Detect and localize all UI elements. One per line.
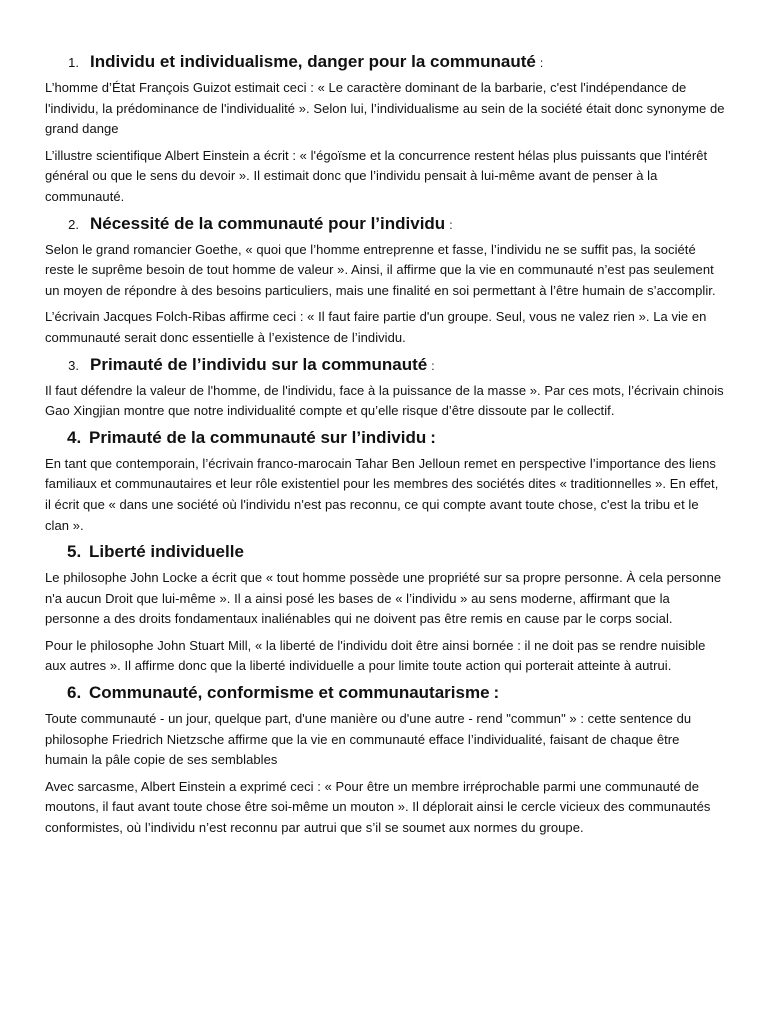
section-colon: : bbox=[449, 217, 453, 232]
section-title: Liberté individuelle bbox=[89, 542, 244, 562]
paragraph: L’homme d’État François Guizot estimait ceci : « Le caractère dominant de la barbarie, c'est l'indépendance de l'individu, la prédominance de l'individualité ». Selon lui, l’individualisme au sein de la société était donc synonyme de grand dange bbox=[45, 80, 725, 137]
paragraph: Selon le grand romancier Goethe, « quoi que l’homme entreprenne et fasse, l’individu ne se suffit pas, la société reste le suprême besoin de tout homme de valeur ». Ainsi, il affirme que la vie en communauté n’est pas seulement un moyen de répondre à des besoins particuliers, mais une finalité en soi permettant à l’être humain de s’accomplir. bbox=[45, 241, 716, 298]
section-heading-2 bbox=[45, 214, 725, 234]
paragraph: L’écrivain Jacques Folch-Ribas affirme ceci : « Il faut faire partie d'un groupe. Seul, vous ne valez rien ». La vie en communauté serait donc essentielle à l’existence de l’individu. bbox=[45, 309, 707, 345]
section-heading-6 bbox=[45, 683, 725, 703]
paragraph: Le philosophe John Locke a écrit que « tout homme possède une propriété sur sa propre personne. À cela personne n'a aucun Droit que lui-même ». Il a ainsi posé les bases de « l’individu » au sens moderne, affirmant que la personne a des droits fondamentaux inaliénables qui ne doivent pas être remis en cause par le corps social. bbox=[45, 570, 722, 627]
section-title: Nécessité de la communauté pour l’individu bbox=[90, 213, 446, 233]
paragraph: En tant que contemporain, l’écrivain franco-marocain Tahar Ben Jelloun remet en perspective l’importance des liens familiaux et communautaires et leur rôle existentiel pour les membres des sociétés dites « traditionnelles ». En effet, il écrit que « dans une société où l'individu n'est pas reconnu, ce qui compte avant toute chose, c'est la tribu et le clan ». bbox=[45, 455, 719, 533]
section-number: 5. bbox=[67, 542, 82, 562]
section-title: Primauté de l’individu sur la communauté bbox=[90, 354, 428, 374]
paragraph: Toute communauté - un jour, quelque part, d'une manière ou d'une autre - rend "commun" » : cette sentence du philosophe Friedrich Nietzsche affirme que la vie en communauté efface l’individualité, faisant de chaque être humain la pâle copie de ses semblables bbox=[45, 711, 692, 768]
section-title: Individu et individualisme, danger pour la communauté bbox=[90, 52, 536, 71]
section-number: 3. bbox=[68, 357, 79, 373]
section-title: Communauté, conformisme et communautarisme bbox=[89, 683, 490, 703]
paragraph: Pour le philosophe John Stuart Mill, « la liberté de l'individu doit être ainsi bornée : il ne doit pas se rendre nuisible aux autres ». Il affirme donc que la liberté individuelle a pour limite toute action qui porterait atteinte à autrui. bbox=[45, 637, 706, 674]
section-number: 2. bbox=[68, 216, 79, 232]
section-number: 1. bbox=[68, 55, 79, 70]
paragraph: L’illustre scientifique Albert Einstein a écrit : « l'égoïsme et la concurrence restent hélas plus puissants que l'intérêt général ou que le sens du devoir ». Il estimait donc que l’individu pensait à lui-même avant de penser à la communauté. bbox=[45, 147, 708, 204]
section-colon: : bbox=[539, 56, 544, 70]
section-heading-1 bbox=[45, 52, 725, 72]
section-colon: : bbox=[493, 683, 500, 703]
section-heading-5 bbox=[45, 542, 725, 562]
section-number: 4. bbox=[67, 427, 82, 447]
section-colon: : bbox=[431, 358, 435, 373]
document-content bbox=[45, 52, 725, 845]
paragraph: Il faut défendre la valeur de l'homme, de l'individu, face à la puissance de la masse ». Par ces mots, l’écrivain chinois Gao Xingjian montre que notre individualité compte et qu’elle risque d’être dissoute par le collectif. bbox=[45, 382, 724, 419]
section-heading-4 bbox=[45, 428, 725, 448]
paragraph: Avec sarcasme, Albert Einstein a exprimé ceci : « Pour être un membre irréprochable parmi une communauté de moutons, il faut avant toute chose être soi-même un mouton ». Il déplorait ainsi le cercle vicieux des communautés conformistes, où l’individu n’est reconnu par autrui que s’il se soumet aux normes du groupe. bbox=[45, 778, 711, 836]
section-heading-3 bbox=[45, 355, 725, 375]
section-colon: : bbox=[430, 427, 436, 447]
section-number: 6. bbox=[67, 683, 82, 703]
section-title: Primauté de la communauté sur l’individu bbox=[89, 427, 427, 447]
